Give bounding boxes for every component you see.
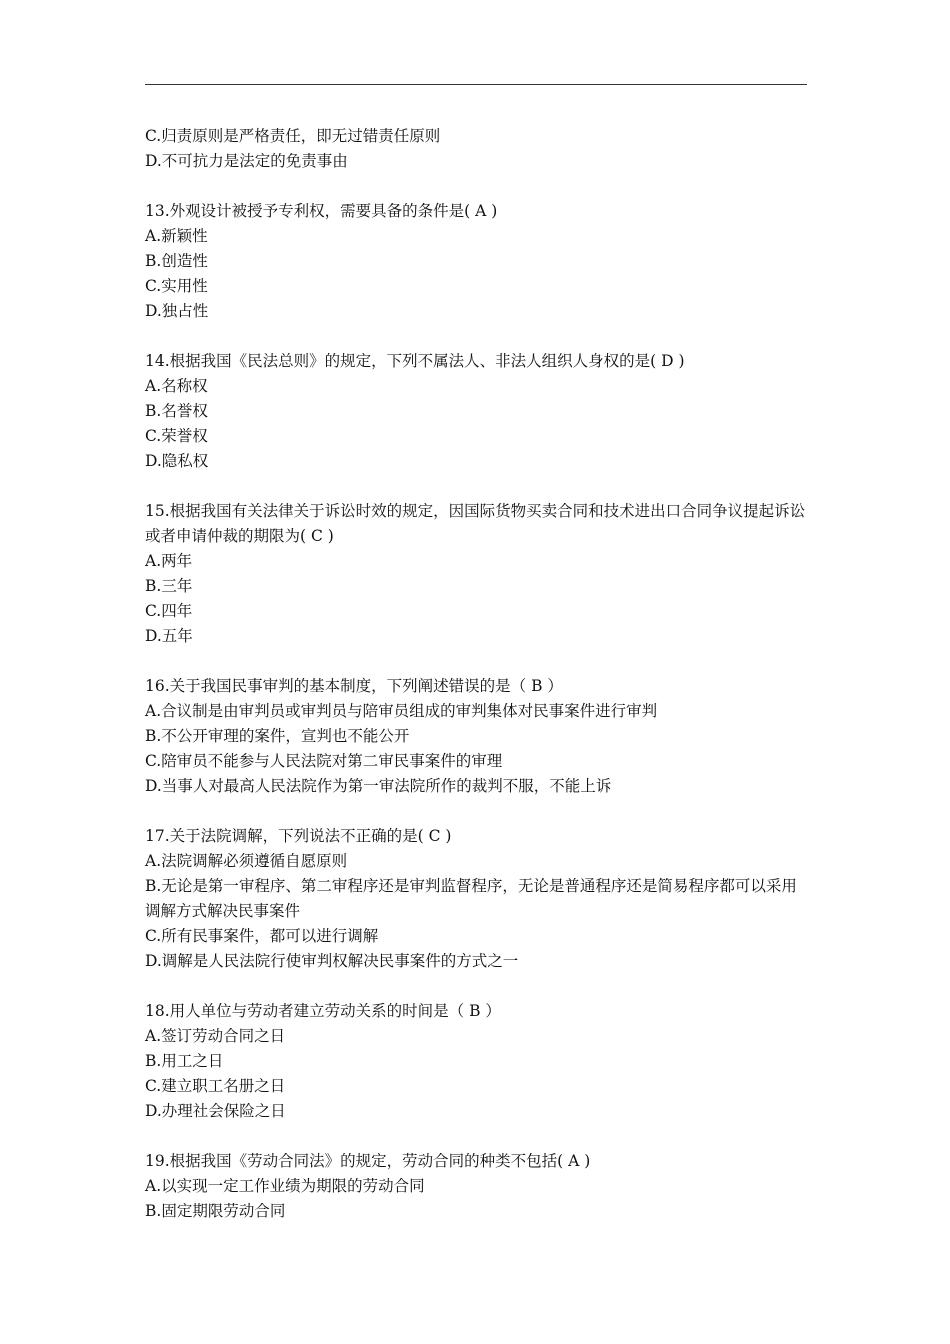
question-continuation [145, 124, 810, 174]
document-body [145, 124, 810, 1224]
question-15 [145, 499, 810, 649]
option-b: B.固定期限劳动合同 [145, 1202, 286, 1220]
question-17 [145, 824, 810, 974]
question-stem: 13.外观设计被授予专利权，需要具备的条件是( A ) [145, 202, 498, 220]
question-14 [145, 349, 810, 474]
option-c: C.陪审员不能参与人民法院对第二审民事案件的审理 [145, 752, 503, 770]
option-c: C.四年 [145, 602, 193, 620]
option-c: C.归责原则是严格责任，即无过错责任原则 [145, 127, 441, 145]
option-b: B.名誉权 [145, 402, 208, 420]
option-b: B.无论是第一审程序、第二审程序还是审判监督程序，无论是普通程序还是简易程序都可以采用调解方式解决民事案件 [145, 877, 797, 920]
option-b: B.三年 [145, 577, 193, 595]
header-rule [145, 84, 807, 85]
option-c: C.实用性 [145, 277, 208, 295]
question-stem: 18.用人单位与劳动者建立劳动关系的时间是（ B ） [145, 1002, 501, 1020]
option-d: D.办理社会保险之日 [145, 1102, 286, 1120]
option-a: A.法院调解必须遵循自愿原则 [145, 852, 348, 870]
option-c: C.荣誉权 [145, 427, 208, 445]
option-d: D.五年 [145, 627, 193, 645]
option-b: B.创造性 [145, 252, 208, 270]
question-stem: 14.根据我国《民法总则》的规定，下列不属法人、非法人组织人身权的是( D ) [145, 352, 685, 370]
question-13 [145, 199, 810, 324]
question-18 [145, 999, 810, 1124]
option-d: D.不可抗力是法定的免责事由 [145, 152, 348, 170]
option-c: C.所有民事案件，都可以进行调解 [145, 927, 379, 945]
option-b: B.不公开审理的案件，宣判也不能公开 [145, 727, 410, 745]
option-c: C.建立职工名册之日 [145, 1077, 286, 1095]
option-d: D.当事人对最高人民法院作为第一审法院所作的裁判不服，不能上诉 [145, 777, 612, 795]
question-stem: 15.根据我国有关法律关于诉讼时效的规定，因国际货物买卖合同和技术进出口合同争议提起诉讼或者申请仲裁的期限为( C ) [145, 502, 806, 545]
option-a: A.两年 [145, 552, 193, 570]
option-a: A.以实现一定工作业绩为期限的劳动合同 [145, 1177, 425, 1195]
option-d: D.独占性 [145, 302, 209, 320]
option-d: D.调解是人民法院行使审判权解决民事案件的方式之一 [145, 952, 519, 970]
option-d: D.隐私权 [145, 452, 209, 470]
question-19 [145, 1149, 810, 1224]
option-a: A.签订劳动合同之日 [145, 1027, 286, 1045]
question-stem: 19.根据我国《劳动合同法》的规定，劳动合同的种类不包括( A ) [145, 1152, 591, 1170]
option-b: B.用工之日 [145, 1052, 224, 1070]
option-a: A.新颖性 [145, 227, 208, 245]
question-stem: 16.关于我国民事审判的基本制度，下列阐述错误的是（ B ） [145, 677, 563, 695]
option-a: A.合议制是由审判员或审判员与陪审员组成的审判集体对民事案件进行审判 [145, 702, 658, 720]
question-stem: 17.关于法院调解，下列说法不正确的是( C ) [145, 827, 452, 845]
option-a: A.名称权 [145, 377, 208, 395]
question-16 [145, 674, 810, 799]
